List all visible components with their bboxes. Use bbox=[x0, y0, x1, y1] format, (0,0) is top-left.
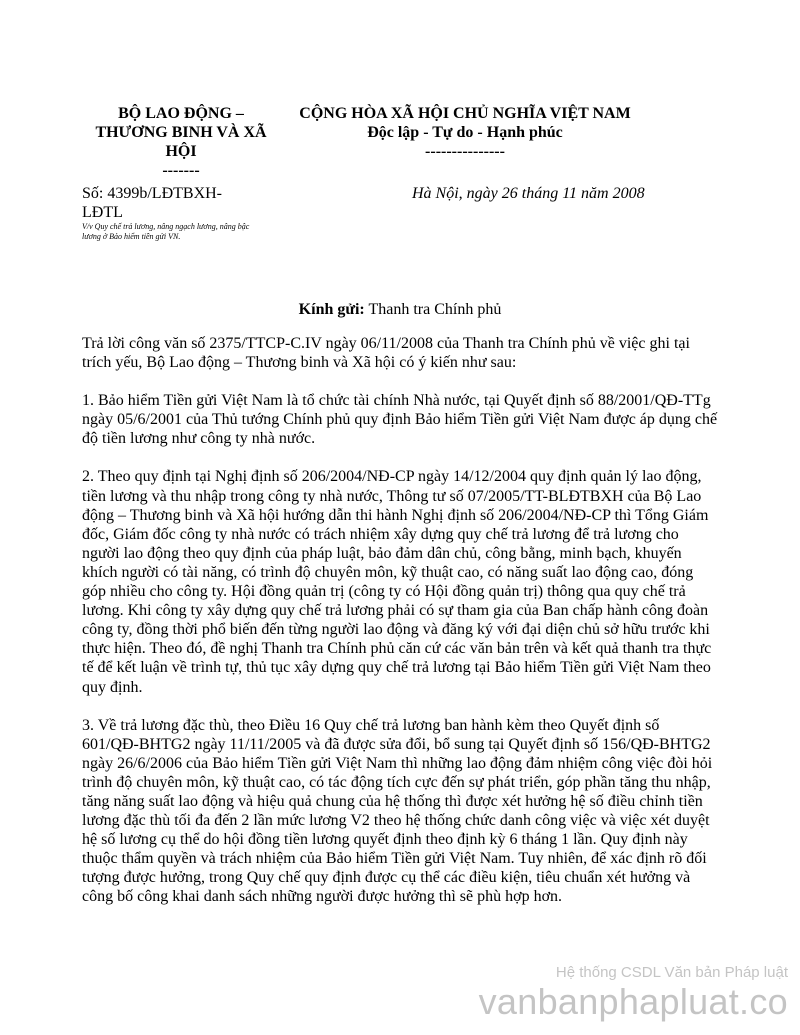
motto-divider: --------------- bbox=[425, 143, 505, 160]
paragraph-intro: Trả lời công văn số 2375/TTCP-C.IV ngày 06/11/2008 của Thanh tra Chính phủ về việc ghi tại trích yếu, Bộ Lao động – Thương binh và Xã hội có ý kiến như sau: bbox=[82, 335, 690, 372]
country-name: CỘNG HÒA XÃ HỘI CHỦ NGHĨA VIỆT NAM bbox=[299, 105, 631, 122]
national-motto: Độc lập - Tự do - Hạnh phúc bbox=[367, 124, 563, 141]
ministry-name-line1: BỘ LAO ĐỘNG – bbox=[118, 105, 244, 122]
document-number-line2: LĐTL bbox=[82, 204, 123, 221]
ministry-name-line3: HỘI bbox=[165, 143, 197, 160]
national-header bbox=[290, 104, 640, 161]
paragraph-2: 2. Theo quy định tại Nghị định số 206/2004/NĐ-CP ngày 14/12/2004 quy định quản lý lao động, tiền lương và thu nhập trong công ty nhà nước, Thông tư số 07/2005/TT-BLĐTBXH của Bộ Lao động – Thương binh và Xã hội hướng dẫn thi hành Nghị định số 206/2004/NĐ-CP thì Tổng Giám đốc, Giám đốc công ty nhà nước có trách nhiệm xây dựng quy chế trả lương để trả lương cho người lao động theo quy định của pháp luật, bảo đảm dân chủ, công bằng, minh bạch, khuyến khích người có tài năng, có trình độ chuyên môn, kỹ thuật cao, có năng suất lao động cao, đóng góp nhiều cho công ty. Hội đồng quản trị (công ty có Hội đồng quản trị) thông qua quy chế trả lương. Khi công ty xây dựng quy chế trả lương phải có sự tham gia của Ban chấp hành công đoàn công ty, đồng thời phổ biến đến từng người lao động và đăng ký với đại diện chủ sở hữu trước khi thực hiện. Theo đó, đề nghị Thanh tra Chính phủ căn cứ các văn bản trên và kết quả thanh tra thực tế để kết luận về trình tự, thủ tục xây dựng quy chế trả lương tại Bảo hiểm Tiền gửi Việt Nam theo quy định. bbox=[82, 468, 712, 696]
letter-body bbox=[82, 334, 718, 926]
ministry-name-line2: THƯƠNG BINH VÀ XÃ bbox=[95, 124, 267, 141]
site-watermark bbox=[479, 964, 788, 1022]
paragraph-3: 3. Về trả lương đặc thù, theo Điều 16 Quy chế trả lương ban hành kèm theo Quyết định số 601/QĐ-BHTG2 ngày 11/11/2005 và đã được sửa đổi, bổ sung tại Quyết định số 156/QĐ-BHTG2 ngày 26/6/2006 của Bảo hiểm Tiền gửi Việt Nam thì những lao động đảm nhiệm công việc đòi hỏi trình độ chuyên môn, kỹ thuật cao, có tác động tích cực đến sự phát triển, góp phần tăng thu nhập, tăng năng suất lao động và hiệu quả chung của hệ thống thì được xét hưởng hệ số điều chỉnh tiền lương đặc thù tối đa đến 2 lần mức lương V2 theo hệ thống chức danh công việc và việc xét duyệt hệ số lương cụ thể do hội đồng tiền lương quyết định theo định kỳ 6 tháng 1 lần. Quy định này thuộc thẩm quyền và trách nhiệm của Bảo hiểm Tiền gửi Việt Nam. Tuy nhiên, để xác định rõ đối tượng được hưởng, trong Quy chế quy định được cụ thể các điều kiện, tiêu chuẩn xét hưởng và công bố công khai danh sách những người được hưởng thì sẽ phù hợp hơn. bbox=[82, 716, 713, 906]
recipient-label: Kính gửi: bbox=[298, 301, 365, 318]
recipient-name: Thanh tra Chính phủ bbox=[368, 301, 502, 318]
document-number-line1: Số: 4399b/LĐTBXH- bbox=[82, 185, 222, 202]
document-subject: V/v Quy chế trả lương, nâng ngạch lương, nâng bậc lương ở Bảo hiểm tiền gửi VN. bbox=[82, 222, 250, 241]
ministry-header bbox=[82, 104, 280, 180]
watermark-tagline: Hệ thống CSDL Văn bản Pháp luật bbox=[555, 964, 788, 981]
document-date: Hà Nội, ngày 26 tháng 11 năm 2008 bbox=[412, 185, 645, 202]
paragraph-1: 1. Bảo hiểm Tiền gửi Việt Nam là tổ chức tài chính Nhà nước, tại Quyết định số 88/2001/QĐ-TTg ngày 05/6/2001 của Thủ tướng Chính phủ quy định Bảo hiểm Tiền gửi Việt Nam được áp dụng chế độ tiền lương như công ty nhà nước. bbox=[82, 392, 718, 448]
ministry-divider: ------- bbox=[162, 162, 200, 179]
recipient-line bbox=[0, 300, 800, 319]
document-number bbox=[82, 184, 257, 222]
watermark-domain: vanbanphapluat.co bbox=[478, 981, 788, 1022]
